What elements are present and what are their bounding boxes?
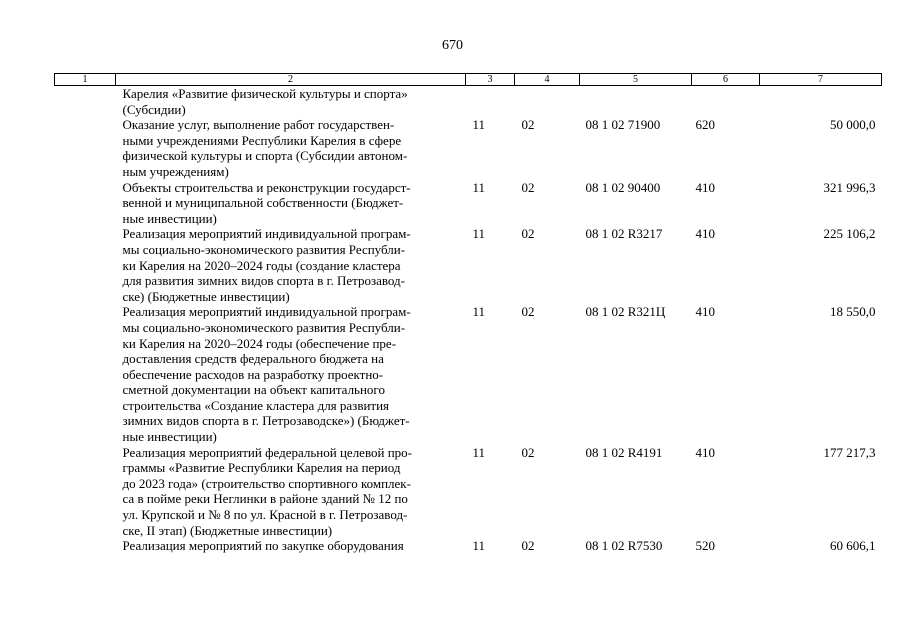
row-number-cell	[55, 304, 116, 444]
section-cell	[466, 86, 515, 118]
item-name-cell	[116, 538, 466, 554]
expense-type-cell	[692, 86, 760, 118]
item-name-line: зимних видов спорта в г. Петрозаводске») (Бюджет-	[122, 413, 410, 429]
section-cell: 11	[472, 538, 486, 554]
expense-type-cell: 410	[695, 444, 715, 460]
amount-cell: 225 106,2	[823, 226, 876, 242]
item-name-line: ные инвестиции)	[122, 210, 217, 226]
item-name-line: для развития зимних видов спорта в г. Петрозавод-	[122, 273, 405, 289]
item-name-line: ске) (Бюджетные инвестиции)	[122, 288, 290, 304]
item-name-line: Карелия «Развитие физической культуры и спорта»	[122, 86, 408, 101]
subsection-cell: 02	[521, 226, 535, 242]
amount-cell: 50 000,0	[830, 117, 876, 133]
item-name-cell	[116, 304, 466, 444]
header-col-6: 6	[692, 74, 760, 86]
table-body	[55, 86, 882, 554]
target-article-cell: 08 1 02 R3217	[585, 226, 663, 242]
target-article-cell: 08 1 02 R4191	[585, 444, 663, 460]
row-number-cell	[55, 117, 116, 179]
header-col-4: 4	[515, 74, 580, 86]
item-name-cell	[116, 86, 466, 118]
expense-type-cell: 520	[695, 538, 715, 554]
header-col-1: 1	[55, 74, 116, 86]
item-name-line: ными учреждениями Республики Карелия в сфере	[122, 132, 402, 148]
subsection-cell: 02	[521, 444, 535, 460]
row-number-cell	[55, 445, 116, 539]
target-article-cell: 08 1 02 R321Ц	[585, 304, 666, 320]
item-name-line: до 2023 года» (строительство спортивного комплек-	[122, 475, 411, 491]
section-cell: 11	[472, 304, 486, 320]
amount-cell: 60 606,1	[830, 538, 876, 554]
item-name-line: сметной документации на объект капитального	[122, 382, 385, 398]
item-name-line: строительства «Создание кластера для развития	[122, 397, 390, 413]
section-cell: 11	[472, 226, 486, 242]
expense-type-cell: 620	[695, 117, 715, 133]
target-article-cell: 08 1 02 90400	[585, 179, 661, 195]
item-name-line: мы социально-экономического развития Республи-	[122, 319, 406, 335]
target-article-cell: 08 1 02 71900	[585, 117, 661, 133]
column-number-header	[55, 74, 882, 86]
header-col-5: 5	[580, 74, 692, 86]
target-article-cell: 08 1 02 R7530	[585, 538, 663, 554]
expense-type-cell: 410	[695, 179, 715, 195]
item-name-line: (Субсидии)	[122, 101, 186, 117]
target-article-cell	[580, 86, 692, 118]
item-name-line: венной и муниципальной собственности (Бюджет-	[122, 195, 404, 211]
header-col-3: 3	[466, 74, 515, 86]
subsection-cell: 02	[521, 117, 535, 133]
item-name-line: обеспечение расходов на разработку проектно-	[122, 366, 384, 382]
table-row	[55, 445, 882, 539]
section-cell: 11	[472, 179, 486, 195]
section-cell: 11	[472, 117, 486, 133]
table-row	[55, 180, 882, 227]
amount-cell: 177 217,3	[823, 444, 876, 460]
table-row	[55, 226, 882, 304]
section-cell: 11	[472, 444, 486, 460]
table-row	[55, 117, 882, 179]
amount-cell: 321 996,3	[823, 179, 876, 195]
item-name-line: мы социально-экономического развития Республи-	[122, 241, 406, 257]
expense-type-cell: 410	[695, 226, 715, 242]
subsection-cell: 02	[521, 538, 535, 554]
item-name-line: ки Карелия на 2020–2024 годы (создание кластера	[122, 257, 401, 273]
table-row	[55, 86, 882, 118]
item-name-line: са в пойме реки Неглинки в районе зданий № 12 по	[122, 491, 408, 507]
header-col-7: 7	[760, 74, 882, 86]
row-number-cell	[55, 538, 116, 554]
budget-table	[54, 73, 882, 554]
item-name-line: ные инвестиции)	[122, 429, 217, 445]
page-number: 670	[442, 38, 463, 53]
item-name-line: граммы «Развитие Республики Карелия на период	[122, 460, 401, 476]
item-name-line: физической культуры и спорта (Субсидии автоном-	[122, 148, 408, 164]
item-name-line: ул. Крупской и № 8 по ул. Красной в г. Петрозавод-	[122, 507, 408, 523]
row-number-cell	[55, 180, 116, 227]
header-col-2: 2	[116, 74, 466, 86]
amount-cell	[760, 86, 882, 118]
item-name-cell	[116, 445, 466, 539]
item-name-line: ным учреждениям)	[122, 163, 229, 179]
item-name-line: Реализация мероприятий индивидуальной програм-	[122, 304, 411, 320]
item-name-line: Реализация мероприятий федеральной целевой про-	[122, 444, 412, 460]
expense-type-cell: 410	[695, 304, 715, 320]
item-name-line: доставления средств федерального бюджета на	[122, 351, 384, 367]
amount-cell: 18 550,0	[830, 304, 876, 320]
table-row	[55, 304, 882, 444]
item-name-line: ки Карелия на 2020–2024 годы (обеспечение пре-	[122, 335, 397, 351]
item-name-line: Оказание услуг, выполнение работ государствен-	[122, 117, 395, 133]
item-name-line: Объекты строительства и реконструкции государст-	[122, 179, 411, 195]
subsection-cell: 02	[521, 179, 535, 195]
item-name-cell	[116, 180, 466, 227]
item-name-cell	[116, 117, 466, 179]
row-number-cell	[55, 86, 116, 118]
subsection-cell: 02	[521, 304, 535, 320]
item-name-line: Реализация мероприятий по закупке оборудования	[122, 538, 404, 554]
subsection-cell	[515, 86, 580, 118]
item-name-cell	[116, 226, 466, 304]
row-number-cell	[55, 226, 116, 304]
item-name-line: ске, II этап) (Бюджетные инвестиции)	[122, 522, 333, 538]
table-row	[55, 538, 882, 554]
item-name-line: Реализация мероприятий индивидуальной програм-	[122, 226, 411, 242]
